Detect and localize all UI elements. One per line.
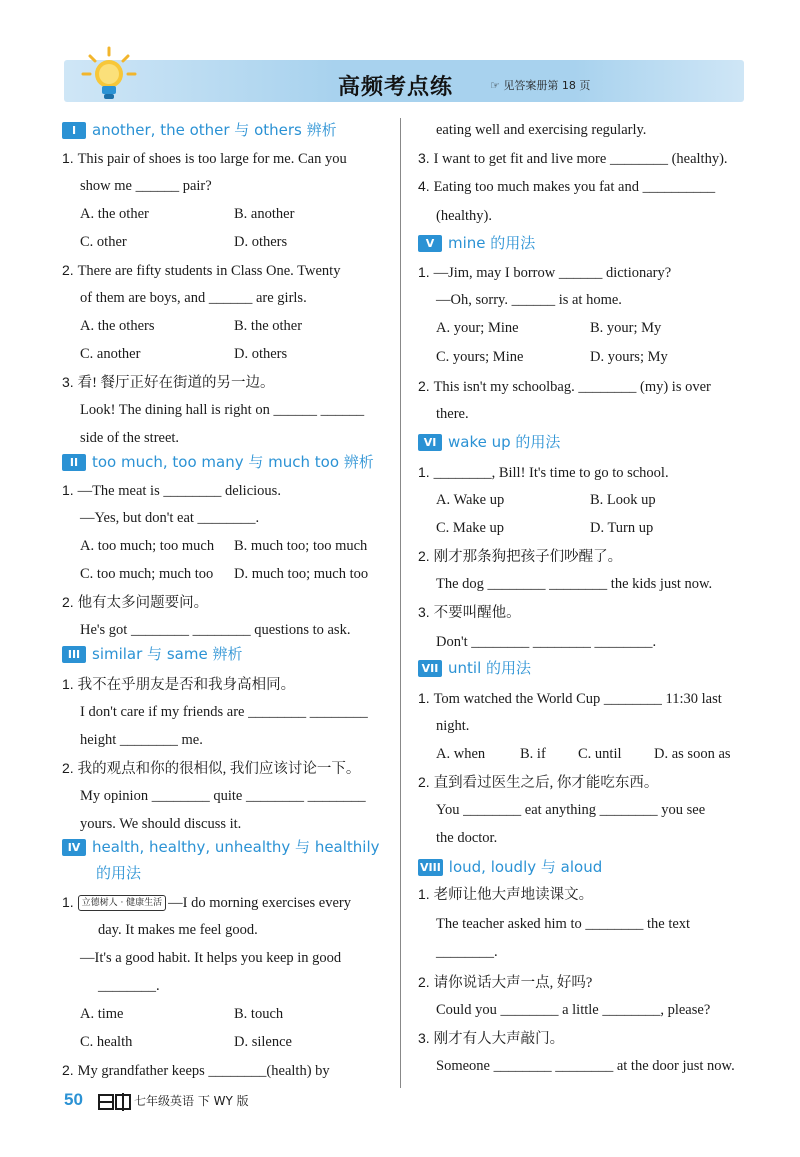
question-line <box>62 700 420 724</box>
question-line <box>62 1030 402 1054</box>
book-title: 七年级英语 下 WY 版 <box>134 1094 249 1108</box>
answer-option: B. Look up <box>590 492 656 508</box>
question-line <box>62 174 420 198</box>
answer-option: C. too much; much too <box>80 566 214 582</box>
question-line <box>62 342 402 366</box>
question-line <box>62 146 402 170</box>
question-line <box>62 1058 402 1082</box>
question-text: He's got ________ ________ questions to ask. <box>80 622 351 638</box>
question-text: there. <box>436 406 469 422</box>
answer-option: A. too much; too much <box>80 538 215 554</box>
topic-tag: 立德树人 · 健康生活 <box>78 895 167 911</box>
question-line <box>418 174 758 198</box>
section-heading <box>418 855 602 879</box>
answer-reference-text: 见答案册第 18 页 <box>503 79 591 92</box>
section-heading-text: loud, loudly 与 aloud <box>448 858 603 876</box>
question-text: —Jim, may I borrow ______ dictionary? <box>433 265 672 281</box>
question-text: 刚才有人大声敲门。 <box>433 1031 565 1047</box>
question-text: Tom watched the World Cup ________ 11:30 last <box>433 691 722 707</box>
answer-option: B. your; My <box>590 320 662 336</box>
question-text: (healthy). <box>436 208 492 224</box>
question-line <box>418 1054 776 1078</box>
question-line <box>418 940 776 964</box>
section-heading <box>418 430 560 454</box>
question-line <box>418 316 758 340</box>
question-line <box>418 488 758 512</box>
answer-option: C. until <box>578 746 622 762</box>
question-text: 请你说话大声一点, 好吗? <box>433 975 593 991</box>
question-number: 2. <box>418 774 434 790</box>
question-line <box>418 686 758 710</box>
question-text: eating well and exercising regularly. <box>436 122 647 138</box>
question-line <box>62 974 438 998</box>
question-text: Could you ________ a little ________, please? <box>436 1002 711 1018</box>
question-line <box>62 202 402 226</box>
question-line <box>418 516 758 540</box>
section-heading-text: too much, too many 与 much too 辨析 <box>92 453 374 471</box>
answer-option: B. much too; too much <box>234 538 368 554</box>
question-number: 2. <box>62 760 78 776</box>
question-number: 1. <box>418 886 434 902</box>
question-text: Someone ________ ________ at the door just now. <box>436 1058 735 1074</box>
lightbulb-icon <box>78 44 140 106</box>
section-heading <box>96 861 141 885</box>
answer-option: B. another <box>234 206 295 222</box>
question-line <box>62 918 438 942</box>
question-text: 看! 餐厅正好在街道的另一边。 <box>77 375 275 391</box>
question-line <box>418 572 776 596</box>
section-heading <box>62 642 242 666</box>
question-text: My grandfather keeps ________(health) by <box>77 1063 330 1079</box>
question-number: 2. <box>62 262 78 278</box>
question-line <box>418 204 776 228</box>
question-line <box>62 784 420 808</box>
question-text: ________, Bill! It's time to go to school. <box>433 465 669 481</box>
question-text: 不要叫醒他。 <box>433 605 521 621</box>
question-text: This isn't my schoolbag. ________ (my) is over <box>433 379 711 395</box>
section-heading-text: 的用法 <box>96 864 142 882</box>
question-number: 1. <box>418 690 434 706</box>
section-badge: V <box>418 235 442 252</box>
question-line <box>62 728 420 752</box>
question-line <box>62 562 402 586</box>
answer-option: D. silence <box>234 1034 292 1050</box>
question-number: 3. <box>62 374 78 390</box>
section-heading-text: another, the other 与 others 辨析 <box>92 121 337 139</box>
answer-option: C. Make up <box>436 520 505 536</box>
section-badge: III <box>62 646 86 663</box>
answer-option: D. others <box>234 346 288 362</box>
question-line <box>418 118 776 142</box>
question-text: This pair of shoes is too large for me. Can you <box>77 151 347 167</box>
question-line <box>62 370 402 394</box>
question-line <box>62 230 402 254</box>
question-line <box>418 345 758 369</box>
question-text: The dog ________ ________ the kids just now. <box>436 576 713 592</box>
question-text: 我的观点和你的很相似, 我们应该讨论一下。 <box>77 761 361 777</box>
question-line <box>418 630 776 654</box>
question-line <box>62 398 420 422</box>
question-line <box>418 544 758 568</box>
question-line <box>62 812 420 836</box>
question-line <box>418 146 758 170</box>
question-text: —It's a good habit. It helps you keep in good <box>80 950 342 966</box>
section-badge: VII <box>418 660 442 677</box>
question-number: 4. <box>418 178 434 194</box>
section-badge: I <box>62 122 86 139</box>
question-text: I don't care if my friends are ________ ________ <box>80 704 368 720</box>
question-number: 3. <box>418 1030 434 1046</box>
section-badge: II <box>62 454 86 471</box>
question-line <box>62 314 402 338</box>
question-text: height ________ me. <box>80 732 203 748</box>
question-text: 刚才那条狗把孩子们吵醒了。 <box>433 549 623 565</box>
question-text: of them are boys, and ______ are girls. <box>80 290 307 306</box>
question-number: 1. <box>418 464 434 480</box>
question-line <box>62 286 420 310</box>
answer-option: A. the other <box>80 206 149 222</box>
question-text: the doctor. <box>436 830 498 846</box>
question-text: My opinion ________ quite ________ ________ <box>80 788 366 804</box>
question-text: Don't ________ ________ ________. <box>436 634 657 650</box>
section-heading-text: wake up 的用法 <box>448 433 561 451</box>
question-text: side of the street. <box>80 430 180 446</box>
question-line <box>418 374 758 398</box>
question-line <box>418 288 776 312</box>
question-line <box>418 742 758 766</box>
answer-option: B. touch <box>234 1006 284 1022</box>
question-line <box>62 1002 402 1026</box>
question-text: ________. <box>98 978 160 994</box>
answer-option: A. the others <box>80 318 155 334</box>
section-badge: VIII <box>420 861 441 874</box>
answer-option: A. Wake up <box>436 492 505 508</box>
question-line <box>62 426 420 450</box>
question-line <box>418 770 758 794</box>
question-text: 我不在乎朋友是否和我身高相同。 <box>77 677 296 693</box>
question-number: 2. <box>418 378 434 394</box>
question-number: 3. <box>418 604 434 620</box>
question-line <box>418 714 776 738</box>
question-line <box>62 756 402 780</box>
question-text: 他有太多问题要问。 <box>77 595 209 611</box>
question-number: 2. <box>418 974 434 990</box>
question-text: day. It makes me feel good. <box>98 922 258 938</box>
answer-option: D. yours; My <box>590 349 668 365</box>
question-line <box>62 890 402 914</box>
answer-option: C. health <box>80 1034 133 1050</box>
question-text: show me ______ pair? <box>80 178 212 194</box>
question-number: 1. <box>418 264 434 280</box>
answer-option: C. yours; Mine <box>436 349 524 365</box>
question-number: 2. <box>62 1062 78 1078</box>
question-text: 直到看过医生之后, 你才能吃东西。 <box>433 775 659 791</box>
question-number: 3. <box>418 150 434 166</box>
answer-option: A. time <box>80 1006 124 1022</box>
question-line <box>62 590 402 614</box>
section-heading-text: mine 的用法 <box>448 234 536 252</box>
question-line <box>62 618 420 642</box>
question-text: Eating too much makes you fat and __________ <box>433 179 716 195</box>
question-text: You ________ eat anything ________ you see <box>436 802 706 818</box>
question-line <box>418 402 776 426</box>
section-heading <box>418 656 531 680</box>
question-line <box>62 946 420 970</box>
question-text: yours. We should discuss it. <box>80 816 242 832</box>
question-number: 2. <box>62 594 78 610</box>
question-number: 1. <box>62 150 78 166</box>
section-badge: IV <box>62 839 86 856</box>
question-line <box>418 798 776 822</box>
question-line <box>62 478 402 502</box>
answer-option: D. others <box>234 234 288 250</box>
section-heading-text: similar 与 same 辨析 <box>92 645 243 663</box>
question-line <box>418 998 776 1022</box>
question-line <box>418 912 776 936</box>
question-text: —Oh, sorry. ______ is at home. <box>436 292 622 308</box>
question-text: ________. <box>436 944 498 960</box>
question-number: 2. <box>418 548 434 564</box>
question-line <box>418 882 758 906</box>
question-number: 1. <box>62 894 78 910</box>
section-badge: VI <box>418 434 442 451</box>
answer-option: B. the other <box>234 318 303 334</box>
section-heading <box>418 231 535 255</box>
answer-option: C. another <box>80 346 141 362</box>
question-number: 1. <box>62 482 78 498</box>
question-text: —I do morning exercises every <box>168 895 351 911</box>
question-line <box>418 970 758 994</box>
question-line <box>418 826 776 850</box>
section-heading <box>62 118 337 142</box>
question-line <box>62 258 402 282</box>
answer-option: D. as soon as <box>654 746 731 762</box>
question-text: There are fifty students in Class One. Twenty <box>77 263 341 279</box>
question-text: 老师让他大声地读课文。 <box>433 887 594 903</box>
question-text: The teacher asked him to ________ the text <box>436 916 691 932</box>
question-line <box>418 1026 758 1050</box>
answer-option: D. much too; much too <box>234 566 369 582</box>
question-text: Look! The dining hall is right on ______ ______ <box>80 402 365 418</box>
section-heading-text: health, healthy, unhealthy 与 healthily <box>92 838 380 856</box>
question-line <box>62 506 420 530</box>
question-line <box>418 460 758 484</box>
answer-option: C. other <box>80 234 127 250</box>
question-line <box>418 600 758 624</box>
section-heading <box>62 450 374 474</box>
answer-option: A. when <box>436 746 486 762</box>
section-heading <box>62 835 380 859</box>
question-text: —Yes, but don't eat ________. <box>80 510 260 526</box>
answer-reference: ☞ 见答案册第 18 页 <box>490 79 591 92</box>
question-text: —The meat is ________ delicious. <box>77 483 281 499</box>
question-line <box>62 534 402 558</box>
answer-option: A. your; Mine <box>436 320 519 336</box>
section-heading-text: until 的用法 <box>448 659 531 677</box>
question-line <box>62 672 402 696</box>
question-text: I want to get fit and live more ________ (healthy). <box>433 151 728 167</box>
answer-option: D. Turn up <box>590 520 654 536</box>
page-number: 50 <box>64 1090 83 1109</box>
page-title: 高频考点练 <box>338 75 454 100</box>
question-number: 1. <box>62 676 78 692</box>
answer-option: B. if <box>520 746 546 762</box>
publisher-logo <box>98 1092 132 1112</box>
question-text: night. <box>436 718 470 734</box>
question-line <box>418 260 758 284</box>
